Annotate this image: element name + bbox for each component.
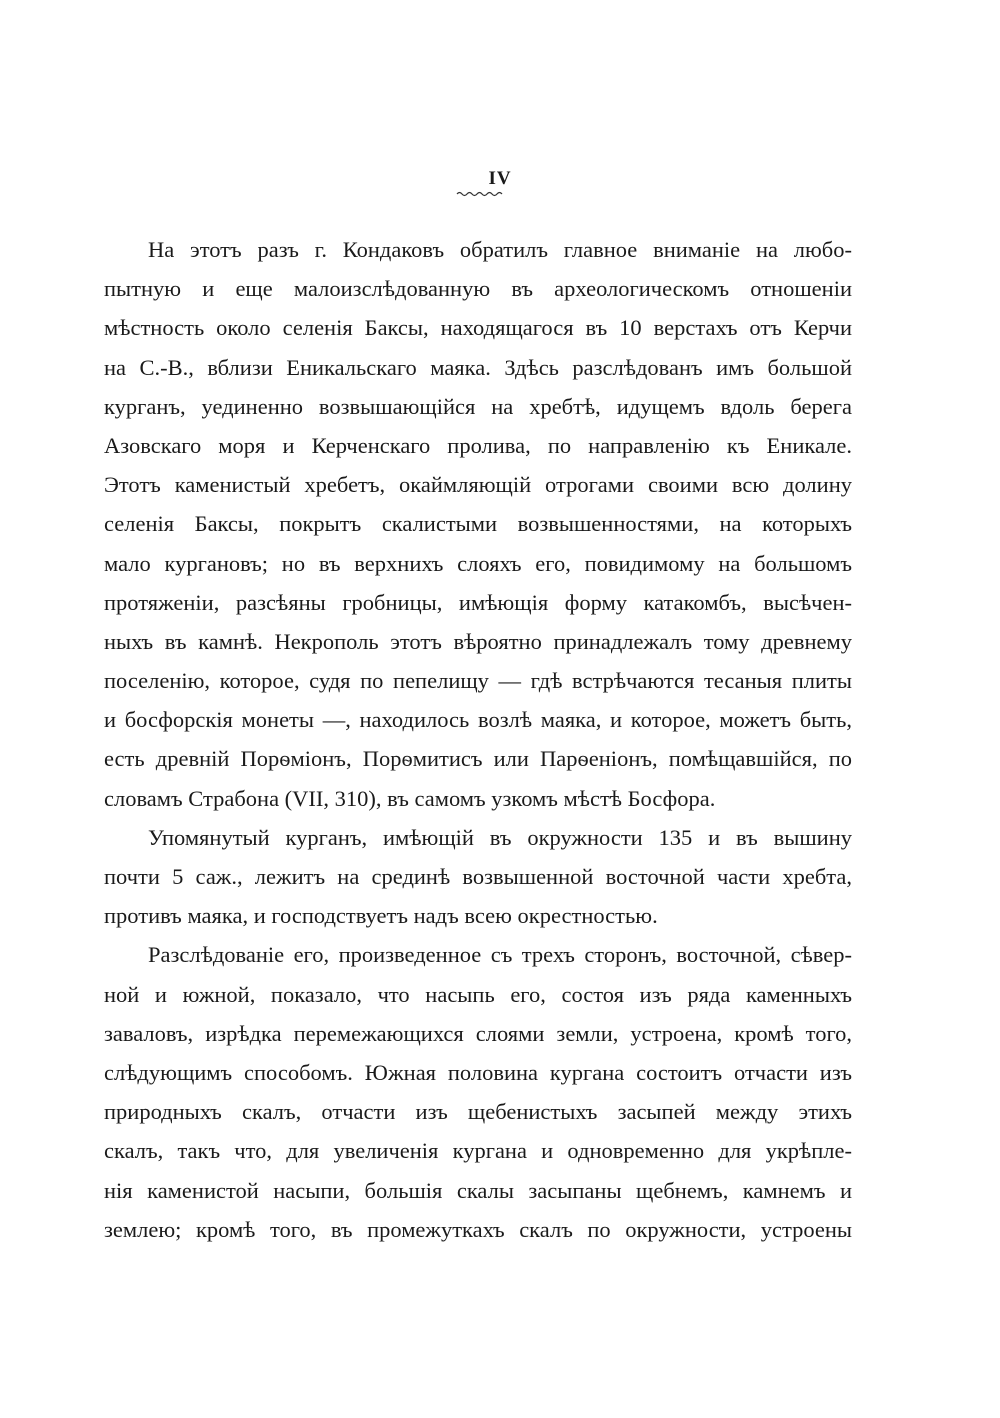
text-line: есть древній Порѳміонъ, Порѳмитисъ или Парѳеніонъ, помѣщавшійся, по xyxy=(104,746,852,772)
paragraph-2 xyxy=(104,818,852,936)
text-line: заваловъ, изрѣдка перемежающихся слоями земли, устроена, кромѣ того, xyxy=(104,1020,852,1046)
body-text xyxy=(104,230,852,1249)
page-number: IV xyxy=(488,168,512,189)
text-line: селенія Баксы, покрытъ скалистыми возвышенностями, на которыхъ xyxy=(104,511,852,537)
text-line: нія каменистой насыпи, большія скалы засыпаны щебнемъ, камнемъ и xyxy=(104,1177,852,1203)
text-line: слѣдующимъ способомъ. Южная половина кургана состоитъ отчасти изъ xyxy=(104,1059,852,1085)
paragraph-1 xyxy=(104,230,852,818)
text-line: мало кургановъ; но въ верхнихъ слояхъ его, повидимому на большомъ xyxy=(104,550,852,576)
text-line: протяженіи, разсѣяны гробницы, имѣющія форму катакомбъ, высѣчен- xyxy=(104,589,852,615)
text-line: поселенію, которое, судя по пепелищу — гдѣ встрѣчаются тесаныя плиты xyxy=(104,668,852,694)
text-line: Этотъ каменистый хребетъ, окаймляющій отрогами своими всю долину xyxy=(104,472,852,498)
text-line: противъ маяка, и господствуетъ надъ всею окрестностью. xyxy=(104,903,658,929)
text-line: скалъ, такъ что, для увеличенія кургана и одновременно для укрѣпле- xyxy=(104,1138,852,1164)
paragraph-3 xyxy=(104,935,852,1249)
text-line: мѣстность около селенія Баксы, находящагося въ 10 верстахъ отъ Керчи xyxy=(104,315,852,341)
text-line: ной и южной, показало, что насыпь его, состоя изъ ряда каменныхъ xyxy=(104,981,852,1007)
text-line: На этотъ разъ г. Кондаковъ обратилъ главное вниманіе на любо- xyxy=(148,237,852,262)
text-line: почти 5 саж., лежитъ на срединѣ возвышенной восточной части хребта, xyxy=(104,864,852,889)
text-line: природныхъ скалъ, отчасти изъ щебенистыхъ засыпей между этихъ xyxy=(104,1099,852,1125)
text-line: и босфорскія монеты —, находилось возлѣ маяка, и которое, можетъ быть, xyxy=(104,707,852,733)
text-line: Разслѣдованіе его, произведенное съ трехъ сторонъ, восточной, сѣвер- xyxy=(148,942,852,968)
text-line: землею; кромѣ того, въ промежуткахъ скалъ по окружности, устроены xyxy=(104,1216,852,1242)
text-line: пытную и еще малоизслѣдованную въ археологическомъ отношеніи xyxy=(104,276,852,302)
text-line: Азовскаго моря и Керченскаго пролива, по направленію къ Еникале. xyxy=(104,432,852,458)
page-number-ornament xyxy=(455,190,505,198)
text-line: курганъ, уединенно возвышающійся на хребтѣ, идущемъ вдоль берега xyxy=(104,393,852,419)
text-line: ныхъ въ камнѣ. Некрополь этотъ вѣроятно принадлежалъ тому древнему xyxy=(104,628,852,654)
text-line: словамъ Страбона (VII, 310), въ самомъ узкомъ мѣстѣ Босфора. xyxy=(104,785,716,811)
text-line: на С.-В., вблизи Еникальскаго маяка. Здѣсь разслѣдованъ имъ большой xyxy=(104,354,852,380)
text-line: Упомянутый курганъ, имѣющій въ окружности 135 и въ вышину xyxy=(148,824,852,850)
